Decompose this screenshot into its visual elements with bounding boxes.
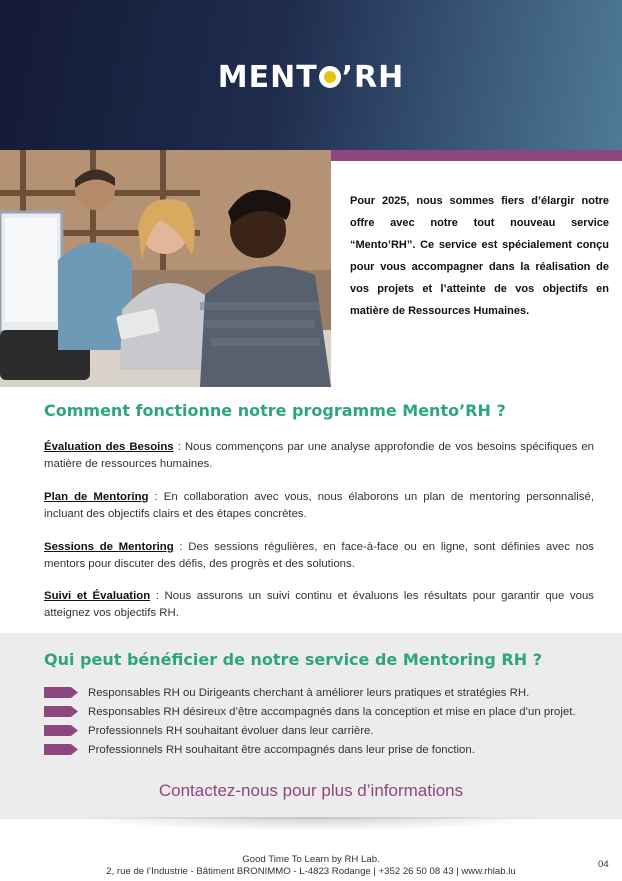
beneficiary-text: Responsables RH désireux d’être accompagnés dans la conception et mise en place d’un projet. bbox=[88, 705, 576, 718]
arrow-bullet-icon bbox=[44, 744, 78, 755]
logo-o-target-icon bbox=[319, 66, 341, 88]
beneficiaries-list bbox=[44, 683, 614, 759]
how-item-term: Suivi et Évaluation bbox=[44, 590, 151, 602]
how-item-text: : Nous commençons par une analyse approfondie de vos besoins spécifiques en matière de ressources humaines. bbox=[44, 441, 594, 470]
footer-address: 2, rue de l’Industrie - Bâtiment BRONIMMO - L-4823 Rodange | +352 26 50 08 43 | www.rhlab.lu bbox=[106, 866, 516, 877]
how-item-text: : Nous assurons un suivi continu et évaluons les résultats pour garantir que vous atteignez vos objectifs RH. bbox=[44, 590, 594, 619]
list-item bbox=[44, 721, 614, 740]
list-item bbox=[44, 740, 614, 759]
list-item bbox=[44, 683, 614, 702]
how-item-mentoring-sessions bbox=[44, 539, 594, 573]
beneficiary-text: Professionnels RH souhaitant évoluer dans leur carrière. bbox=[88, 724, 374, 737]
beneficiary-text: Responsables RH ou Dirigeants cherchant à améliorer leurs pratiques et stratégies RH. bbox=[88, 686, 530, 699]
page-number: 04 bbox=[598, 859, 609, 870]
how-item-term: Sessions de Mentoring bbox=[44, 541, 174, 553]
accent-band bbox=[331, 150, 622, 161]
list-item bbox=[44, 702, 614, 721]
how-section-title: Comment fonctionne notre programme Mento’RH ? bbox=[44, 401, 506, 420]
header-banner bbox=[0, 0, 622, 150]
intro-paragraph: Pour 2025, nous sommes fiers d’élargir notre offre avec notre tout nouveau service “Mento’RH”. Ce service est spécialement conçu pour vous accompagner dans la réalisation de vos projets et l’atteinte de vos objectifs en matière de Ressources Humaines. bbox=[350, 195, 609, 317]
how-item-text: : Des sessions régulières, en face-à-face ou en ligne, sont définies avec nos mentors pour discuter des défis, des progrès et des solutions. bbox=[44, 541, 595, 570]
arrow-bullet-icon bbox=[44, 687, 78, 698]
how-item-term: Plan de Mentoring bbox=[44, 491, 149, 503]
team-photo bbox=[0, 150, 331, 387]
footer bbox=[0, 854, 622, 878]
contact-cta[interactable]: Contactez-nous pour plus d’informations bbox=[158, 781, 464, 800]
beneficiary-text: Professionnels RH souhaitant être accompagnés dans leur prise de fonction. bbox=[88, 743, 475, 756]
logo-text-left: MENT bbox=[217, 60, 318, 95]
beneficiaries-title: Qui peut bénéficier de notre service de Mentoring RH ? bbox=[44, 650, 542, 669]
how-item-follow-up bbox=[44, 588, 594, 622]
how-item-term: Évaluation des Besoins bbox=[44, 441, 174, 453]
how-item-needs-assessment bbox=[44, 439, 594, 473]
arrow-bullet-icon bbox=[44, 725, 78, 736]
arrow-bullet-icon bbox=[44, 706, 78, 717]
how-item-mentoring-plan bbox=[44, 489, 594, 523]
footer-shadow bbox=[70, 817, 552, 831]
mentorh-logo bbox=[0, 60, 622, 95]
logo-text-right: ’RH bbox=[341, 60, 405, 95]
footer-tagline: Good Time To Learn by RH Lab. bbox=[242, 854, 380, 865]
how-item-text: : En collaboration avec vous, nous élaborons un plan de mentoring personnalisé, incluant des objectifs clairs et des étapes concrètes. bbox=[44, 491, 594, 520]
